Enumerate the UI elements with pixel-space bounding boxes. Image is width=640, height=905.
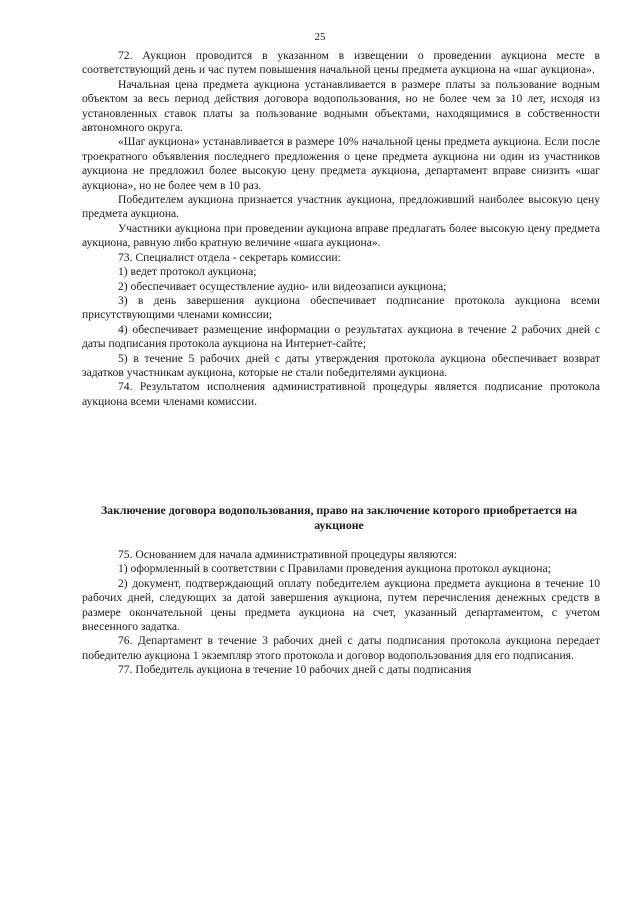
list-item-4: 4) обеспечивает размещение информации о результатах аукциона в течение 2 рабочих дней с даты подписания протокола аукциона на Интернет-сайте; (82, 322, 600, 351)
paragraph-auction-step: «Шаг аукциона» устанавливается в размере 10% начальной цены предмета аукциона. Если после троекратного объявления последнего предложения о цене предмета аукциона ни один из участников аукциона не предложил более высокую цену предмета аукциона, департамент вправе снизить «шаг аукциона», но не более чем в 10 раз. (82, 135, 600, 192)
paragraph-winner: Победителем аукциона признается участник аукциона, предложивший наиболее высокую цену предмета аукциона. (82, 193, 600, 221)
list-item-5: 5) в течение 5 рабочих дней с даты утверждения протокола аукциона обеспечивает возврат задатков участникам аукциона, которые не стали победителями аукциона. (82, 351, 600, 379)
list-item-1: 1) ведет протокол аукциона; (118, 265, 257, 279)
section-heading: Заключение договора водопользования, право на заключение которого приобретается на аукционе (100, 503, 578, 532)
paragraph-74: 74. Результатом исполнения административной процедуры является подписание протокола аукциона всеми членами комиссии. (82, 380, 600, 408)
page-number: 25 (314, 31, 326, 43)
paragraph-73: 73. Специалист отдела - секретарь комиссии: (118, 250, 341, 264)
paragraph-participants: Участники аукциона при проведении аукциона вправе предлагать более высокую цену предмета аукциона, равную либо кратную величине «шага аукциона». (82, 221, 600, 250)
list-item-payment-document: 2) документ, подтверждающий оплату победителем аукциона предмета аукциона в течение 10 рабочих дней, следующих за датой завершения аукциона, путем перечисления денежных средств в размере окончательной цены предмета аукциона на счет, указанный департаментом, с учетом внесенного задатка. (82, 576, 600, 634)
list-item-3: 3) в день завершения аукциона обеспечивает подписание протокола аукциона всеми присутствующими членами комиссии; (82, 293, 600, 322)
paragraph-75: 75. Основанием для начала административной процедуры являются: (118, 548, 458, 561)
paragraph-72: 72. Аукцион проводится в указанном в извещении о проведении аукциона месте в соответствующий день и час путем повышения начальной цены предмета аукциона на «шаг аукциона». (82, 49, 600, 77)
body-text-section-2 (82, 548, 600, 678)
list-item-2: 2) обеспечивает осуществление аудио- или видеозаписи аукциона; (118, 279, 447, 293)
body-text-section-1 (82, 49, 600, 409)
paragraph-initial-price: Начальная цена предмета аукциона устанавливается в размере платы за пользование водным объектом за весь период действия договора водопользования, но не более чем за 10 лет, исходя из установленных ставок платы за пользование водными объектами, находящимися в собственности автономного округа. (82, 77, 600, 135)
list-item-protocol: 1) оформленный в соответствии с Правилами проведения аукциона протокол аукциона; (118, 562, 551, 576)
paragraph-76: 76. Департамент в течение 3 рабочих дней с даты подписания протокола аукциона передает победителю аукциона 1 экземпляр этого протокола и договор водопользования для его подписания. (82, 634, 600, 662)
paragraph-77: 77. Победитель аукциона в течение 10 рабочих дней с даты подписания (118, 663, 472, 677)
